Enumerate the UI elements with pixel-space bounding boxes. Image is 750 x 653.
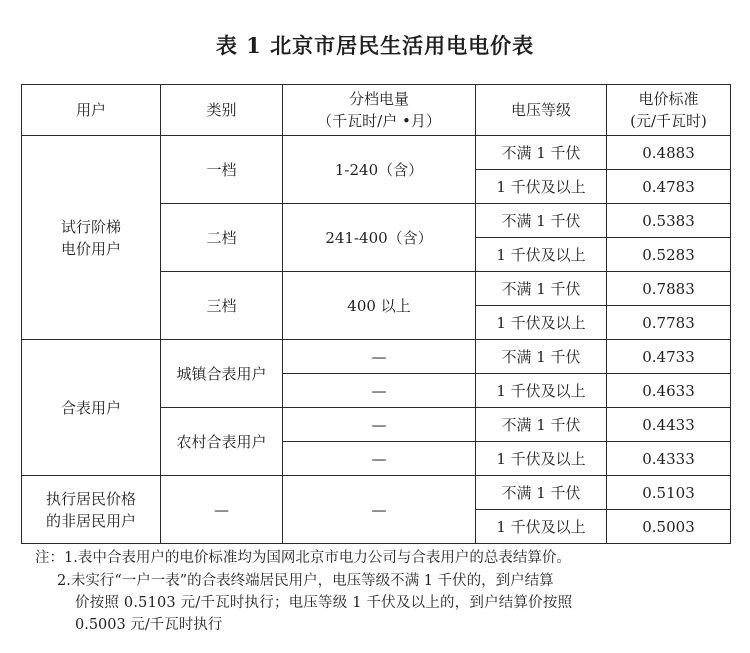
- category-tier3: 三档: [161, 272, 283, 340]
- group-tiered: [22, 136, 161, 340]
- header-tier-amount-line2: （千瓦时/户 •月）: [317, 112, 441, 130]
- voltage-cell: 不满 1 千伏: [476, 204, 607, 238]
- note-2-line3: 0.5003 元/千瓦时执行: [75, 617, 223, 633]
- header-category: 类别: [161, 85, 283, 136]
- voltage-cell: 1 千伏及以上: [476, 374, 607, 408]
- header-price-line2: (元/千瓦时): [630, 112, 707, 130]
- voltage-cell: 不满 1 千伏: [476, 340, 607, 374]
- price-cell: 0.5383: [607, 204, 731, 238]
- price-cell: 0.4433: [607, 408, 731, 442]
- header-price-line1: 电价标准: [638, 90, 699, 108]
- amount-dash: —: [283, 408, 476, 442]
- note-2-line1: 2.未实行“一户一表”的合表终端居民用户，电压等级不满 1 千伏的，到户结算: [57, 573, 554, 589]
- price-cell: 0.4883: [607, 136, 731, 170]
- category-rural: 农村合表用户: [161, 408, 283, 476]
- price-cell: 0.4783: [607, 170, 731, 204]
- price-cell: 0.4733: [607, 340, 731, 374]
- category-urban: 城镇合表用户: [161, 340, 283, 408]
- amount-dash: —: [283, 442, 476, 476]
- voltage-cell: 1 千伏及以上: [476, 170, 607, 204]
- group-nonresidential-line2: 的非居民用户: [45, 511, 136, 530]
- amount-dash: —: [283, 374, 476, 408]
- voltage-cell: 不满 1 千伏: [476, 136, 607, 170]
- group-shared: 合表用户: [22, 340, 161, 476]
- amount-tier2: 241-400（含）: [283, 204, 476, 272]
- header-user: 用户: [22, 85, 161, 136]
- voltage-cell: 不满 1 千伏: [476, 272, 607, 306]
- voltage-cell: 1 千伏及以上: [476, 238, 607, 272]
- voltage-cell: 1 千伏及以上: [476, 510, 607, 544]
- amount-tier3: 400 以上: [283, 272, 476, 340]
- table-row: [22, 340, 731, 374]
- group-tiered-line1: 试行阶梯: [60, 217, 121, 236]
- price-cell: 0.5103: [607, 476, 731, 510]
- note-2-line2: 价按照 0.5103 元/千瓦时执行；电压等级 1 千伏及以上的，到户结算价按照: [75, 595, 573, 611]
- price-cell: 0.5283: [607, 238, 731, 272]
- price-cell: 0.7883: [607, 272, 731, 306]
- header-tier-amount-line1: 分档电量: [348, 90, 409, 108]
- amount-tier1: 1-240（含）: [283, 136, 476, 204]
- group-tiered-line2: 电价用户: [60, 239, 121, 258]
- header-price: [607, 85, 731, 136]
- category-dash: —: [161, 476, 283, 544]
- price-cell: 0.4333: [607, 442, 731, 476]
- header-tier-amount: [283, 85, 476, 136]
- amount-dash: —: [283, 476, 476, 544]
- table-title: 表 1 北京市居民生活用电电价表: [215, 33, 535, 58]
- voltage-cell: 1 千伏及以上: [476, 442, 607, 476]
- category-tier1: 一档: [161, 136, 283, 204]
- note-1: 注：1.表中合表用户的电价标准均为国网北京市电力公司与合表用户的总表结算价。: [35, 550, 571, 566]
- voltage-cell: 不满 1 千伏: [476, 476, 607, 510]
- group-nonresidential: [22, 476, 161, 544]
- voltage-cell: 1 千伏及以上: [476, 306, 607, 340]
- amount-dash: —: [283, 340, 476, 374]
- price-cell: 0.4633: [607, 374, 731, 408]
- voltage-cell: 不满 1 千伏: [476, 408, 607, 442]
- table-row: [22, 136, 731, 170]
- electricity-price-table: [21, 84, 731, 544]
- category-tier2: 二档: [161, 204, 283, 272]
- header-voltage: 电压等级: [476, 85, 607, 136]
- header-row: [22, 85, 731, 136]
- price-cell: 0.5003: [607, 510, 731, 544]
- price-cell: 0.7783: [607, 306, 731, 340]
- group-nonresidential-line1: 执行居民价格: [45, 489, 136, 508]
- table-row: [22, 476, 731, 510]
